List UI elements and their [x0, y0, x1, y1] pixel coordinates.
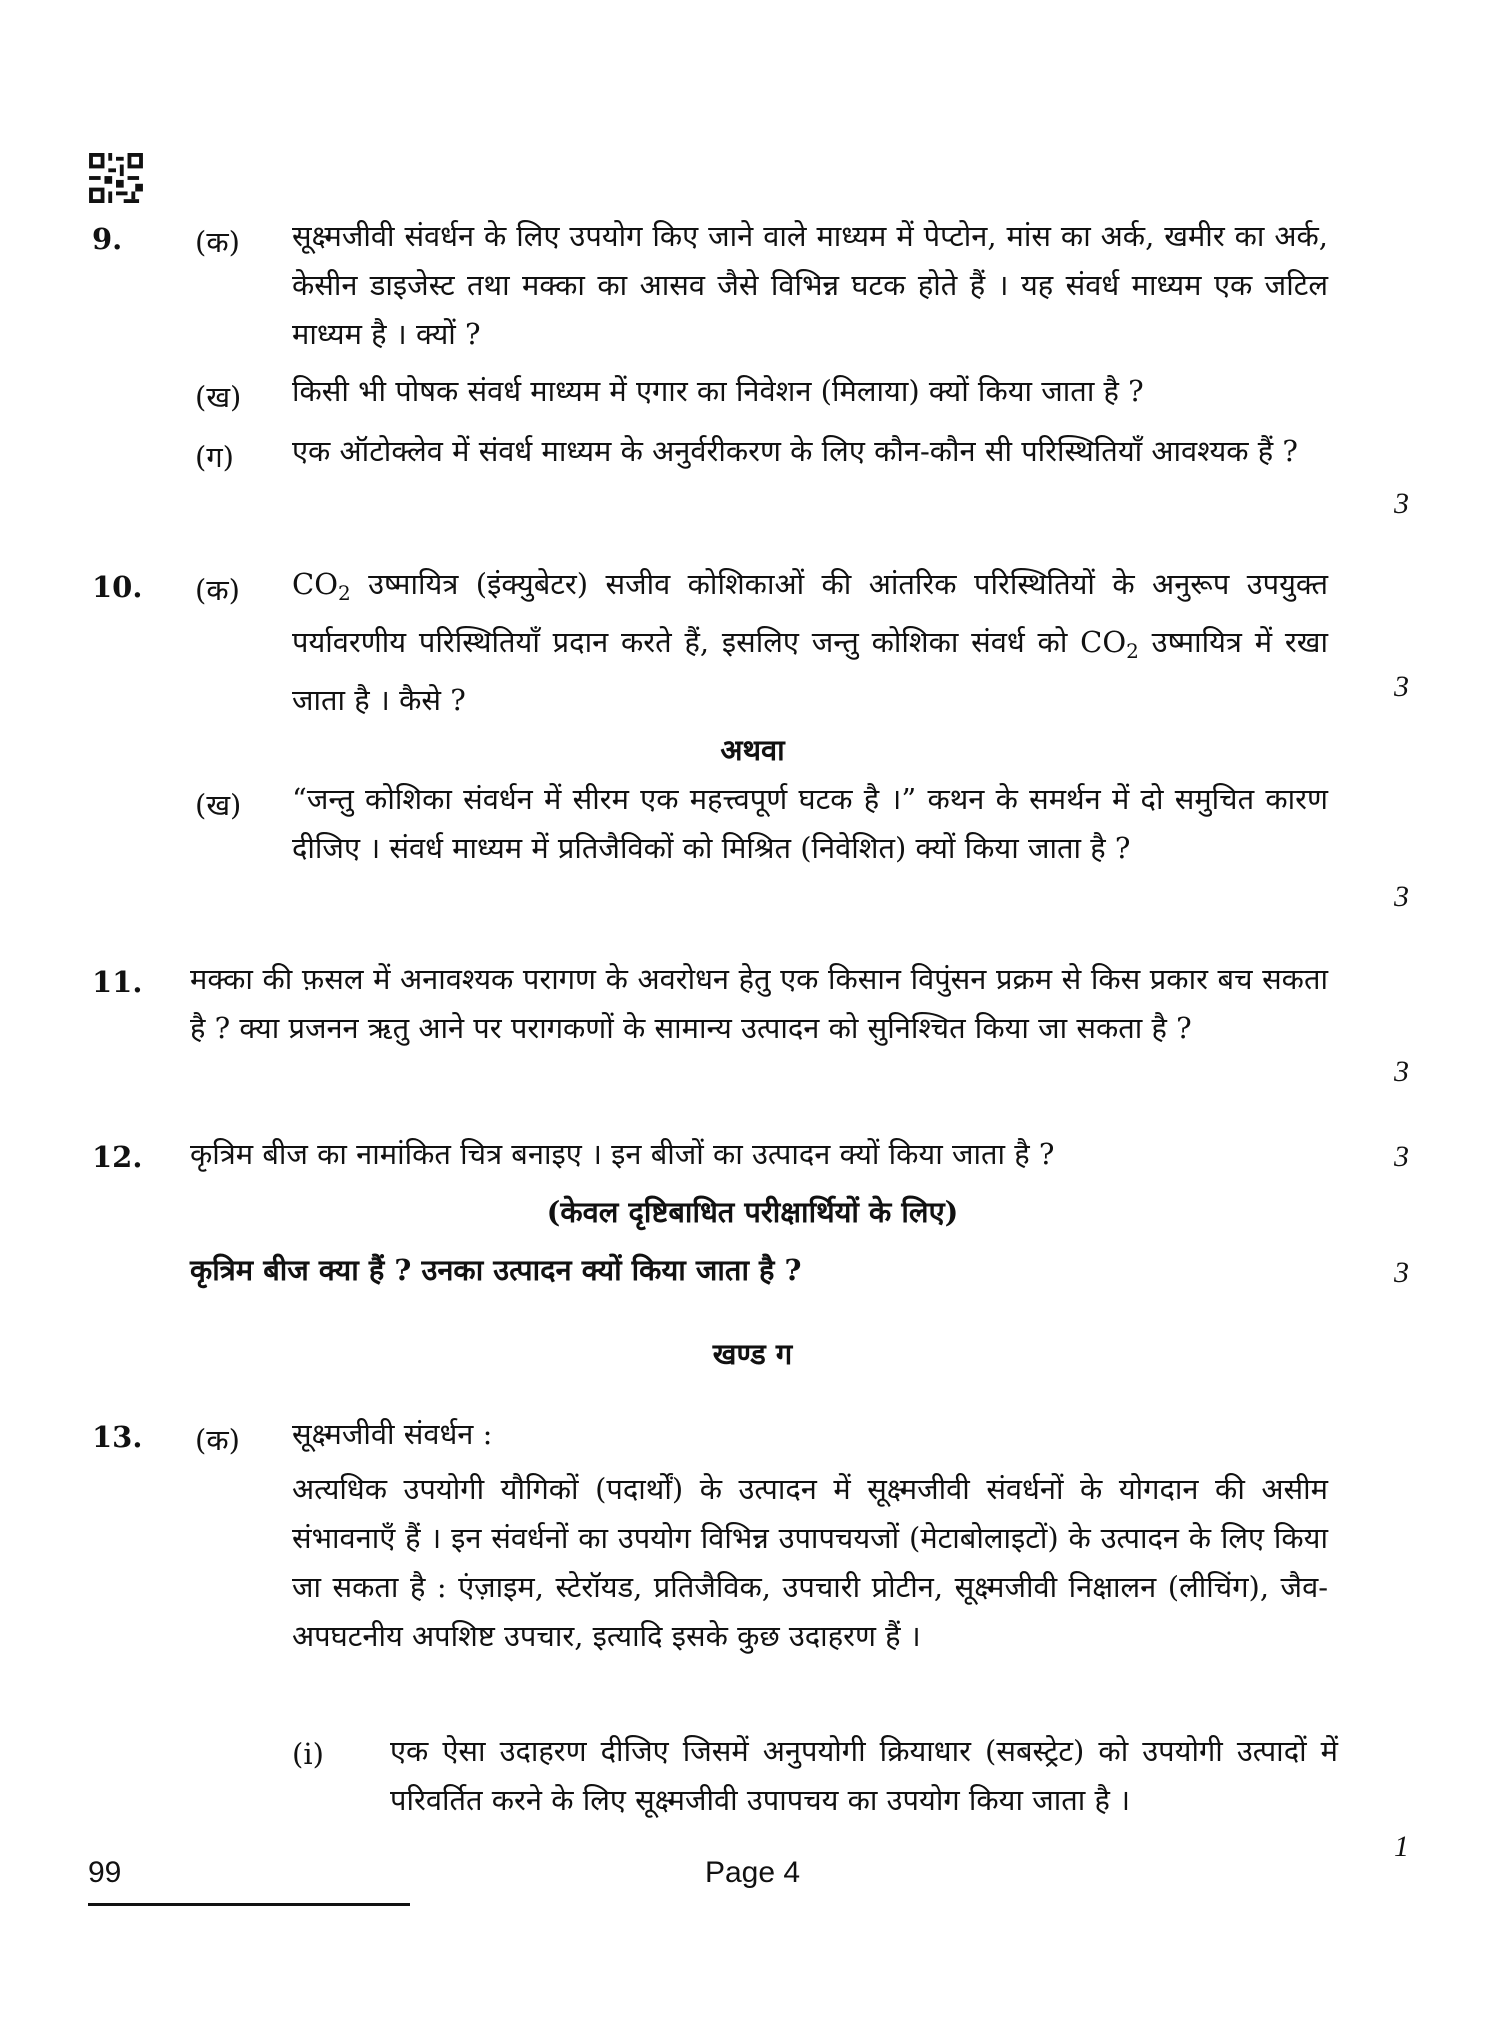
- marks: 3: [1394, 670, 1409, 703]
- question-text: कृत्रिम बीज क्या हैं ? उनका उत्पादन क्यों किया जाता है ?: [190, 1253, 802, 1287]
- sub-question-label: (ख): [195, 788, 242, 822]
- sub-question-label: (i): [292, 1737, 324, 1771]
- sub-question-label: (क): [195, 225, 240, 259]
- footer-divider: [88, 1903, 410, 1906]
- question-number: 12.: [92, 1140, 143, 1174]
- question-number: 9.: [92, 222, 123, 256]
- question-text: कृत्रिम बीज का नामांकित चित्र बनाइए । इन बीजों का उत्पादन क्यों किया जाता है ?: [190, 1137, 1055, 1171]
- visually-impaired-heading: (केवल दृष्टिबाधित परीक्षार्थियों के लिए): [546, 1195, 959, 1229]
- question-number: 10.: [92, 570, 143, 604]
- paper-code: 99: [88, 1856, 122, 1889]
- marks: 3: [1394, 880, 1409, 913]
- question-number: 11.: [92, 965, 143, 999]
- marks: 3: [1394, 487, 1409, 520]
- question-text: मक्का की फ़सल में अनावश्यक परागण के अवरोधन हेतु एक किसान विपुंसन प्रक्रम से किस प्रकार बच सकता है ? क्या प्रजनन ऋतु आने पर परागकणों के सामान्य उत्पादन को सुनिश्चित किया जा सकता है ?: [190, 962, 1328, 1045]
- sub-question-label: (ख): [195, 380, 242, 414]
- marks: 3: [1394, 1256, 1409, 1289]
- section-heading: खण्ड ग: [712, 1337, 793, 1371]
- question-text: “जन्तु कोशिका संवर्धन में सीरम एक महत्त्वपूर्ण घटक है ।” कथन के समर्थन में दो समुचित कारण दीजिए । संवर्ध माध्यम में प्रतिजैविकों को मिश्रित (निवेशित) क्यों किया जाता है ?: [292, 782, 1328, 865]
- question-text: एक ऐसा उदाहरण दीजिए जिसमें अनुपयोगी क्रियाधार (सबस्ट्रेट) को उपयोगी उत्पादों में परिवर्तित करने के लिए सूक्ष्मजीवी उपापचय का उपयोग किया जाता है ।: [390, 1734, 1338, 1817]
- or-divider: अथवा: [720, 733, 785, 767]
- marks: 1: [1394, 1830, 1409, 1863]
- question-text: किसी भी पोषक संवर्ध माध्यम में एगार का निवेशन (मिलाया) क्यों किया जाता है ?: [292, 374, 1144, 408]
- marks: 3: [1394, 1140, 1409, 1173]
- question-text: $CO_2$ उष्मायित्र (इंक्युबेटर) सजीव कोशिकाओं की आंतरिक परिस्थितियों के अनुरूप उपयुक्त पर्यावरणीय परिस्थितियाँ प्रदान करते हैं, इसलिए जन्तु कोशिका संवर्ध को $CO_2$ उष्मायित्र में रखा जाता है । कैसे ?: [292, 567, 1328, 717]
- sub-question-label: (ग): [195, 440, 234, 474]
- question-text: एक ऑटोक्लेव में संवर्ध माध्यम के अनुर्वरीकरण के लिए कौन-कौन सी परिस्थितियाँ आवश्यक हैं ?: [292, 434, 1298, 468]
- sub-question-title: सूक्ष्मजीवी संवर्धन :: [292, 1417, 493, 1451]
- marks: 3: [1394, 1055, 1409, 1088]
- question-number: 13.: [92, 1420, 143, 1454]
- sub-question-label: (क): [195, 1423, 240, 1457]
- sub-question-label: (क): [195, 573, 240, 607]
- passage: अत्यधिक उपयोगी यौगिकों (पदार्थों) के उत्पादन में सूक्ष्मजीवी संवर्धनों के योगदान की असीम संभावनाएँ हैं । इन संवर्धनों का उपयोग विभिन्न उपापचयजों (मेटाबोलाइटों) के उत्पादन के लिए किया जा सकता है : एंज़ाइम, स्टेरॉयड, प्रतिजैविक, उपचारी प्रोटीन, सूक्ष्मजीवी निक्षालन (लीचिंग), जैव-अपघटनीय अपशिष्ट उपचार, इत्यादि इसके कुछ उदाहरण हैं ।: [292, 1472, 1328, 1653]
- qr-code-icon: [88, 153, 144, 203]
- page-number: Page 4: [704, 1856, 801, 1889]
- question-text: सूक्ष्मजीवी संवर्धन के लिए उपयोग किए जाने वाले माध्यम में पेप्टोन, मांस का अर्क, खमीर का अर्क, केसीन डाइजेस्ट तथा मक्का का आसव जैसे विभिन्न घटक होते हैं । यह संवर्ध माध्यम एक जटिल माध्यम है । क्यों ?: [292, 219, 1328, 351]
